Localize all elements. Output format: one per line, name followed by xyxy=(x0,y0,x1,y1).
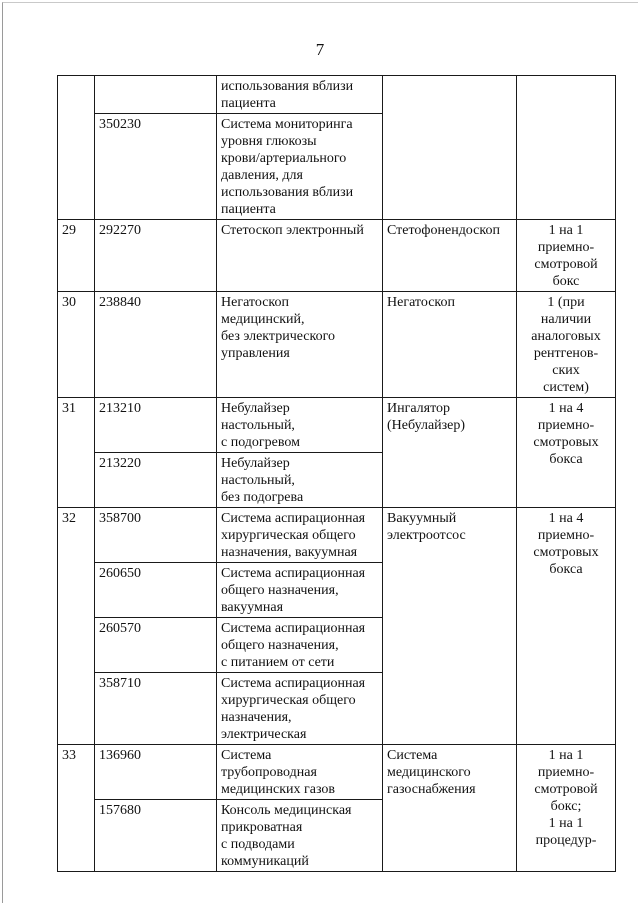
name-cell: использования вблизи пациента xyxy=(217,76,383,114)
name-cell: Система мониторинга уровня глюкозы крови/артериального давления, для использования вблизи пациента xyxy=(217,114,383,220)
quantity-cell: 1 на 4 приемно- смотровых бокса xyxy=(517,508,616,745)
row-number-cell: 30 xyxy=(58,292,95,398)
code-cell xyxy=(95,76,217,114)
table-row xyxy=(58,76,616,114)
quantity-cell xyxy=(517,76,616,220)
code-cell: 238840 xyxy=(95,292,217,398)
code-cell: 350230 xyxy=(95,114,217,220)
name-cell: Система аспирационная общего назначения, вакуумная xyxy=(217,563,383,618)
equipment-cell: Стетофонендоскоп xyxy=(383,220,517,292)
name-cell: Система трубопроводная медицинских газов xyxy=(217,745,383,800)
row-number-cell: 32 xyxy=(58,508,95,745)
table-row xyxy=(58,745,616,800)
equipment-cell: Вакуумный электроотсос xyxy=(383,508,517,745)
row-number-cell: 31 xyxy=(58,398,95,508)
row-number-cell xyxy=(58,76,95,220)
equipment-table xyxy=(57,75,616,872)
name-cell: Система аспирационная хирургическая общего назначения, вакуумная xyxy=(217,508,383,563)
quantity-cell: 1 (при наличии аналоговых рентгенов- ских систем) xyxy=(517,292,616,398)
table-row xyxy=(58,220,616,292)
name-cell: Негатоскоп медицинский, без электрического управления xyxy=(217,292,383,398)
equipment-cell: Негатоскоп xyxy=(383,292,517,398)
row-number-cell: 33 xyxy=(58,745,95,872)
code-cell: 292270 xyxy=(95,220,217,292)
equipment-cell: Система медицинского газоснабжения xyxy=(383,745,517,872)
equipment-cell: Ингалятор (Небулайзер) xyxy=(383,398,517,508)
code-cell: 213210 xyxy=(95,398,217,453)
code-cell: 358710 xyxy=(95,673,217,745)
equipment-cell xyxy=(383,76,517,220)
name-cell: Консоль медицинская прикроватная с подводами коммуникаций xyxy=(217,800,383,872)
table-row xyxy=(58,292,616,398)
name-cell: Небулайзер настольный, без подогрева xyxy=(217,453,383,508)
table-row xyxy=(58,398,616,453)
quantity-cell: 1 на 4 приемно- смотровых бокса xyxy=(517,398,616,508)
name-cell: Система аспирационная хирургическая общего назначения, электрическая xyxy=(217,673,383,745)
code-cell: 136960 xyxy=(95,745,217,800)
quantity-cell: 1 на 1 приемно- смотровой бокс xyxy=(517,220,616,292)
code-cell: 213220 xyxy=(95,453,217,508)
name-cell: Система аспирационная общего назначения, с питанием от сети xyxy=(217,618,383,673)
table-row xyxy=(58,508,616,563)
name-cell: Стетоскоп электронный xyxy=(217,220,383,292)
name-cell: Небулайзер настольный, с подогревом xyxy=(217,398,383,453)
code-cell: 358700 xyxy=(95,508,217,563)
page-number: 7 xyxy=(315,40,325,59)
quantity-cell: 1 на 1 приемно- смотровой бокс; 1 на 1 процедур- xyxy=(517,745,616,872)
code-cell: 260570 xyxy=(95,618,217,673)
code-cell: 260650 xyxy=(95,563,217,618)
code-cell: 157680 xyxy=(95,800,217,872)
row-number-cell: 29 xyxy=(58,220,95,292)
